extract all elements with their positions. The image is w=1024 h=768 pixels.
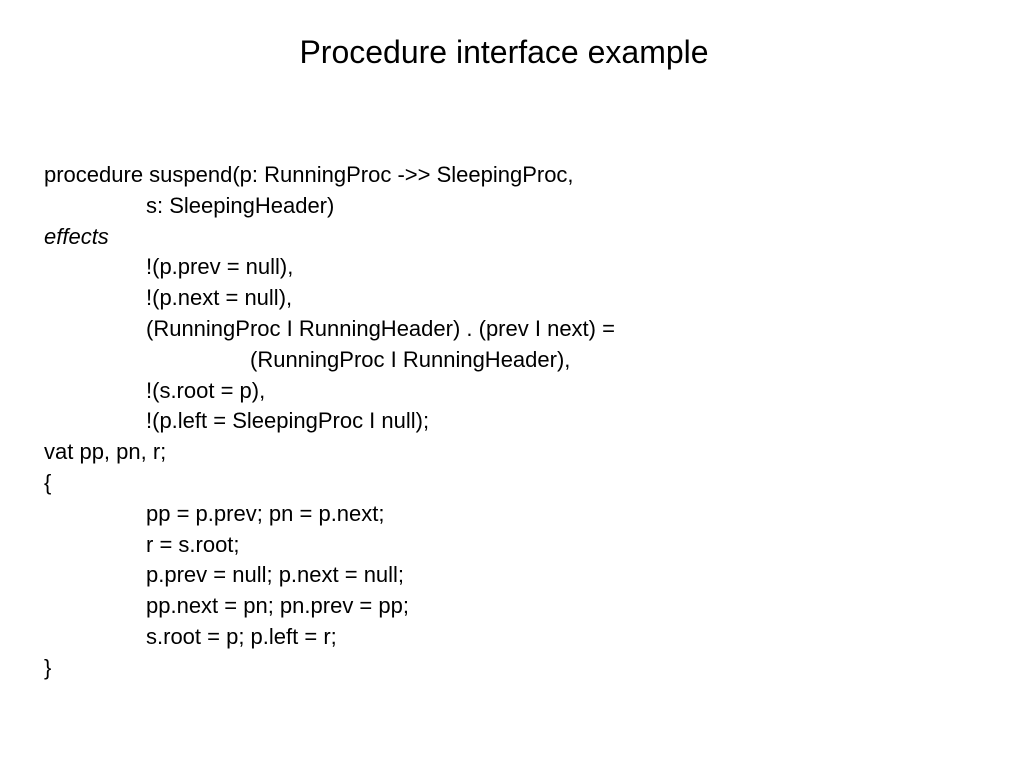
code-line-effect-relation-cont: (RunningProc I RunningHeader), [250,346,571,372]
code-line-var-decl: vat pp, pn, r; [44,439,167,465]
code-line-effects-keyword: effects [44,223,109,249]
slide-title: Procedure interface example [299,34,709,70]
code-line-effect-relation: (RunningProc I RunningHeader) . (prev I next) = [146,315,615,341]
code-line-body-5: s.root = p; p.left = r; [146,623,337,649]
code-line-effect-root: !(s.root = p), [146,377,266,403]
code-line-body-4: pp.next = pn; pn.prev = pp; [146,593,409,619]
code-line-effect-next: !(p.next = null), [146,285,293,311]
code-line-body-3: p.prev = null; p.next = null; [146,562,405,588]
code-line-effect-prev: !(p.prev = null), [146,254,294,280]
code-line-effect-left: !(p.left = SleepingProc I null); [146,408,430,434]
code-line-close-brace: } [44,654,52,680]
procedure-code-block [44,160,984,684]
code-line-body-1: pp = p.prev; pn = p.next; [146,500,385,526]
code-line-open-brace: { [44,469,52,495]
code-line-procedure-signature: procedure suspend(p: RunningProc ->> SleepingProc, [44,162,574,187]
code-line-param-s: s: SleepingHeader) [146,192,335,218]
code-line-body-2: r = s.root; [146,531,240,557]
